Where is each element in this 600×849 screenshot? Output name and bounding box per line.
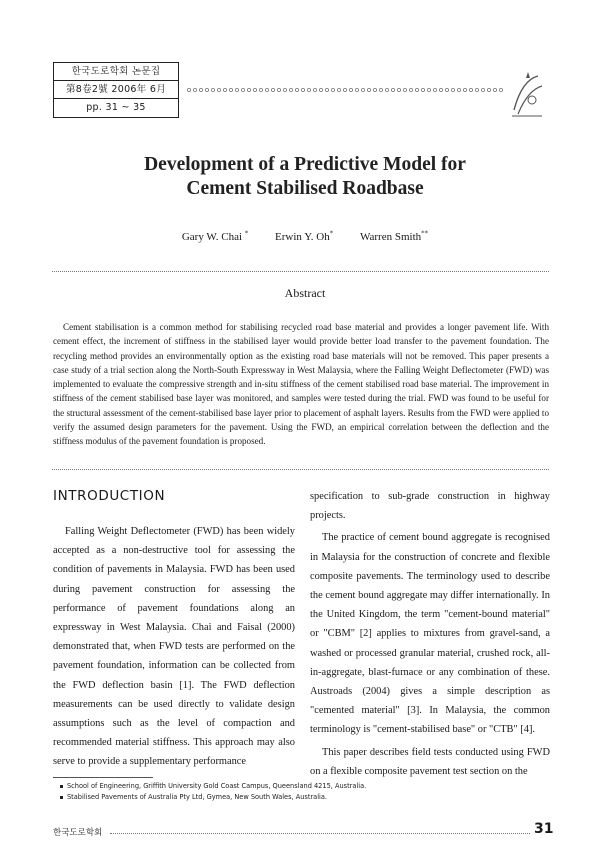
footer-society: 한국도로학회 [53, 828, 103, 838]
page-number: 31 [534, 821, 554, 837]
footnote-2: Stabilised Pavements of Australia Pty Ltd, Gymea, New South Wales, Australia. [60, 793, 327, 801]
title-line-2: Cement Stabilised Roadbase [186, 178, 424, 199]
footer-dotted-rule [110, 833, 530, 834]
column-right [310, 487, 550, 784]
intro-paragraph-continued: specification to sub-grade construction in highway projects. [310, 491, 550, 522]
divider-top [52, 271, 549, 272]
author-list [60, 229, 550, 243]
intro-paragraph-2: The practice of cement bound aggregate is recognised in Malaysia for the construction of concrete and flexible composite pavements. The terminology used to describe the cement bound aggregate may differ internationally. In the United Kingdom, the term "cement-bound material" or "CBM" [2] applies to mixtures from gravel-sand, a washed or processed granular material, crushed rock, all-in-aggregate, blast-furnace or any combination of these. Austroads (2004) gives a simple description as "cemented material" [3]. In Malaysia, the common terminology is "cement-stabilised base" or "CTB" [4]. [310, 532, 550, 736]
author-1: Gary W. Chai * [181, 229, 249, 243]
header-dotted-rule [186, 87, 504, 93]
intro-paragraph-1: Falling Weight Deflectometer (FWD) has been widely accepted as a non-destructive tool for assessing the condition of pavements in Malaysia. FWD has been used during pavement construction for assessing the performance of pavement foundations along an expressway in West Malaysia. Chai and Faisal (2000) demonstrated that, when FWD tests are performed on the pavement foundation, information can be collected from the FWD deflection basin [1]. The FWD deflection measurements can be used directly to validate design assumptions such as the level of compaction and recommended material stiffness. This approach may also serve to provide a supplementary performance [53, 526, 295, 768]
bullet-icon [60, 785, 63, 788]
abstract-text: Cement stabilisation is a common method for stabilising recycled road base material and provides a longer pavement life. With cement effect, the increment of stiffness in the stabilised layer would provide better load transfer to the pavement foundation. The recycling method provides an environmentally option as the existing road base materials will not be removed. This paper presents a case study of a trial section along the North-South Expressway in West Malaysia, where the Falling Weight Deflectometer (FWD) was implemented to evaluate the compressive strength and in-situ stiffness of the cement stabilised road base material. The improvement in stiffness of the cement stabilised base layer was monitored, and samples were tested during the trial. FWD was found to be useful for the structural assessment of the cement-stabilised base layer prior to placement of asphalt layers. Results from the FWD were applied to verify the assumed design parameters for the pavement. Using the FWD, an empirical correlation between the deflection and the stiffness modulus of the pavement foundation is proposed. [53, 322, 549, 447]
bullet-icon [60, 796, 63, 799]
title-line-1: Development of a Predictive Model for [144, 154, 466, 175]
author-2: Erwin Y. Oh* [275, 229, 334, 243]
footnote-rule [53, 777, 153, 778]
journal-pages: pp. 31 ~ 35 [86, 102, 146, 113]
society-logo-icon [508, 70, 546, 118]
journal-volume: 第8卷2號 2006年 6月 [54, 81, 178, 99]
divider-bottom [52, 469, 549, 470]
journal-info-box [53, 62, 179, 118]
footnote-1: School of Engineering, Griffith University Gold Coast Campus, Queensland 4215, Australia. [60, 782, 366, 790]
section-heading-introduction: INTRODUCTION [53, 488, 166, 504]
author-3: Warren Smith** [360, 229, 429, 243]
column-left [53, 522, 295, 775]
paper-title [60, 153, 550, 201]
intro-paragraph-3: This paper describes field tests conducted using FWD on a flexible composite pavement test section on the [310, 746, 550, 777]
abstract-heading: Abstract [284, 286, 326, 300]
journal-name: 한국도로학회 논문집 [54, 63, 178, 81]
